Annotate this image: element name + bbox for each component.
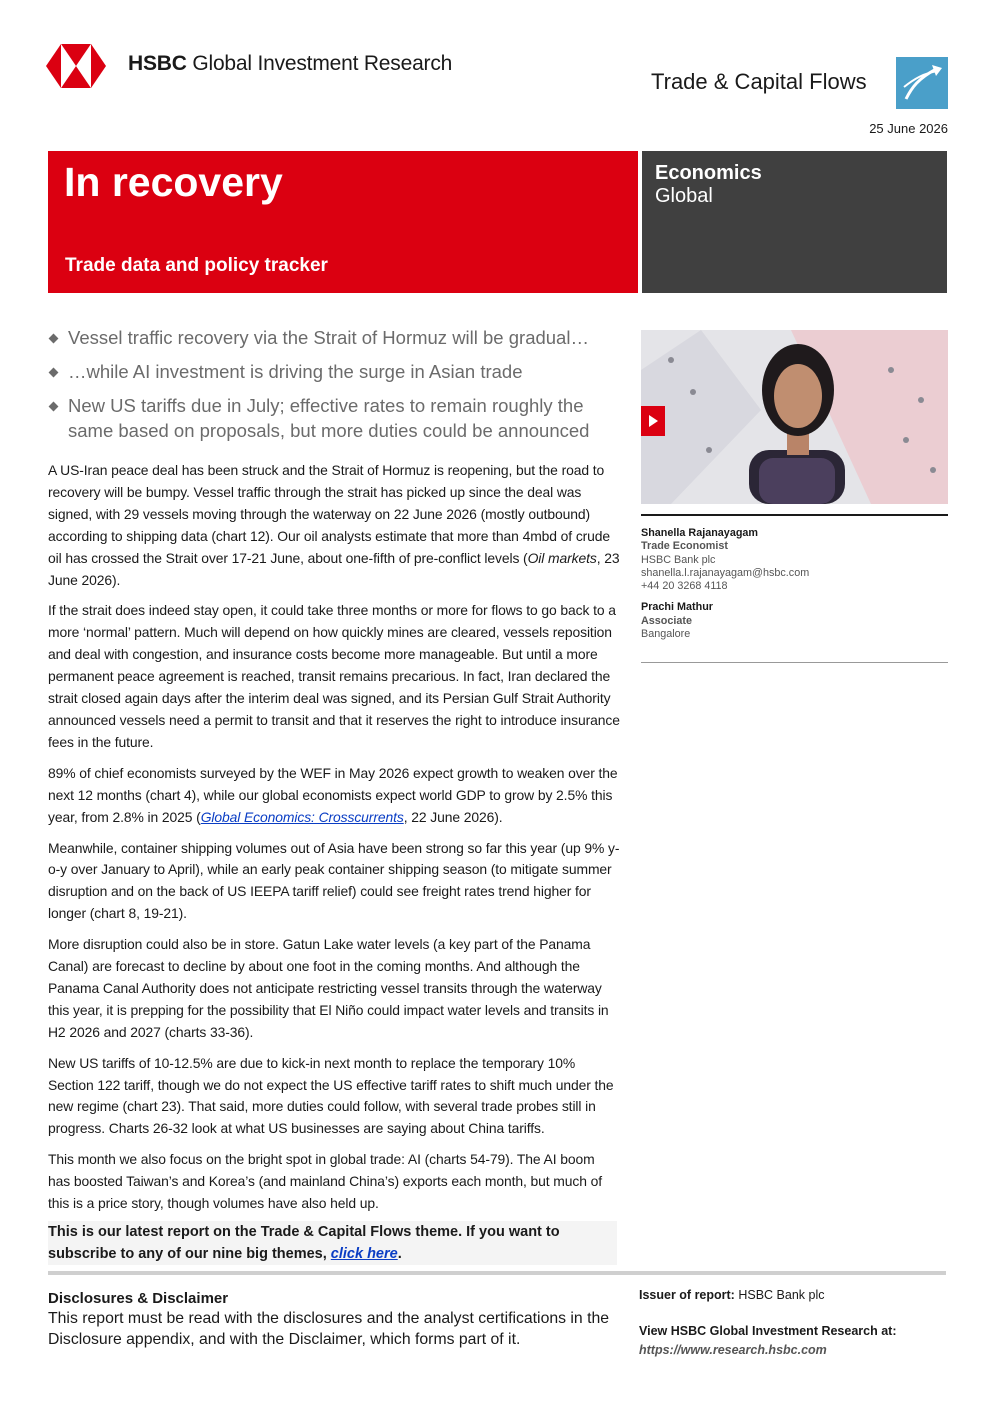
body-text [48,460,620,1224]
trade-flows-arrow-icon [896,57,948,109]
report-title: In recovery [64,159,283,205]
key-point: …while AI investment is driving the surge in Asian trade [48,360,620,385]
paragraph: If the strait does indeed stay open, it could take three months or more for flows to go back to a more ‘normal’ pattern. Much will depend on how quickly mines are cleared, vessels reposition and deal with congestion, and insurance costs become more manageable. But until a more permanent peace agreement is reached, transit remains precarious. In fact, Iran declared the strait closed again days after the interim deal was signed, and its Persian Gulf Strait Authority announced vessels need a permit to transit and that it reserves the right to introduce insurance fees in the future. [48,602,620,750]
region-label: Global [655,185,713,207]
play-icon [641,406,665,436]
analyst-video-thumbnail[interactable] [641,330,948,504]
brand-name: HSBC Global Investment Research [128,52,453,75]
issuer-line: Issuer of report: HSBC Bank plc [639,1288,825,1302]
diamond-bullet-icon [49,334,59,344]
analyst-phone: +44 20 3268 4118 [641,580,728,593]
key-point: Vessel traffic recovery via the Strait of Hormuz will be gradual… [48,326,620,351]
key-point: New US tariffs due in July; effective rates to remain roughly the same based on proposals, but more duties could be announced [48,394,620,443]
analyst-role: Trade Economist [641,540,728,553]
analyst-list [641,527,948,641]
analyst-name: Shanella Rajanayagam [641,527,759,539]
diamond-bullet-icon [49,368,59,378]
paragraph: This month we also focus on the bright spot in global trade: AI (charts 54-79). The AI boom has boosted Taiwan’s and Korea’s (and mainland China’s) exports each month, but much of this is a price story, though volumes have also held up. [48,1151,602,1212]
paragraph: More disruption could also be in store. Gatun Lake water levels (a key part of the Panama Canal) are forecast to decline by about one foot in the coming months. And although the Panama Canal Authority does not anticipate restricting vessel transits through the waterway this year, it is prepping for the possibility that El Niño could impact water levels and transits in H2 2026 and 2027 (charts 33-36). [48,936,609,1040]
subscribe-callout: This is our latest report on the Trade & Capital Flows theme. If you want to subscribe to any of our nine big themes, click here. [48,1221,617,1265]
citation-oil-markets: Oil markets [527,549,597,566]
paragraph: New US tariffs of 10-12.5% are due to kick-in next month to replace the temporary 10% Section 122 tariff, though we do not expect the US effective tariff rates to shift much under the new regime (chart 23). That said, more duties could follow, with several trade probes still in progress. Charts 26-32 look at what US businesses are saying about China tariffs. [48,1054,614,1137]
paragraph: A US-Iran peace deal has been struck and the Strait of Hormuz is reopening, but the road to recovery will be bumpy. Vessel traffic through the strait has picked up since the deal was signed, with 29 vessels moving through the waterway on 22 June 2026 (mostly outbound) according to shipping data (chart 12). Our oil analysts estimate that more than 4mbd of crude oil has crossed the Strait over 17-21 June, about one-fifth of pre-conflict levels (Oil markets, 23 June 2026). [48,462,620,588]
footer-divider [48,1271,946,1275]
subscribe-link[interactable]: click here [330,1246,398,1262]
crosscurrents-link[interactable]: Global Economics: Crosscurrents [200,808,404,825]
analyst-role: Associate [641,614,693,627]
analyst-org: HSBC Bank plc [641,553,716,566]
play-video-button[interactable] [641,406,665,436]
sidebar-divider [641,514,948,516]
hsbc-hexagon-logo [46,44,106,88]
diamond-bullet-icon [49,402,59,412]
disclosures-title: Disclosures & Disclaimer [48,1290,229,1307]
analyst-email[interactable]: shanella.l.rajanayagam@hsbc.com [641,566,810,579]
report-subtitle: Trade data and policy tracker [65,255,328,276]
theme-title: Trade & Capital Flows [651,69,867,94]
analyst-name: Prachi Mathur [641,601,713,614]
disclosures-text: This report must be read with the disclosures and the analyst certifications in the Disclosure appendix, and with the Disclaimer, which forms part of it. [48,1310,610,1348]
sidebar-divider [641,662,948,663]
report-date: 25 June 2026 [869,121,948,136]
analyst-location: Bangalore [641,628,691,641]
paragraph: Meanwhile, container shipping volumes out of Asia have been strong so far this year (up 9% y-o-y over January to April), while an early peak container shipping season (to mitigate summer disruption and on the back of US IEEPA tariff relief) could see freight rates trend higher for longer (chart 8, 19-21). [48,839,620,922]
key-points [48,326,620,453]
category-label: Economics [655,162,762,184]
research-url-link[interactable]: https://www.research.hsbc.com [639,1342,827,1357]
research-site: View HSBC Global Investment Research at: https://www.research.hsbc.com [639,1322,897,1359]
paragraph: 89% of chief economists surveyed by the WEF in May 2026 expect growth to weaken over the next 12 months (chart 4), while our global economists expect world GDP to grow by 2.5% this year, from 2.8% in 2025 (Global Economics: Crosscurrents, 22 June 2026). [48,764,618,825]
